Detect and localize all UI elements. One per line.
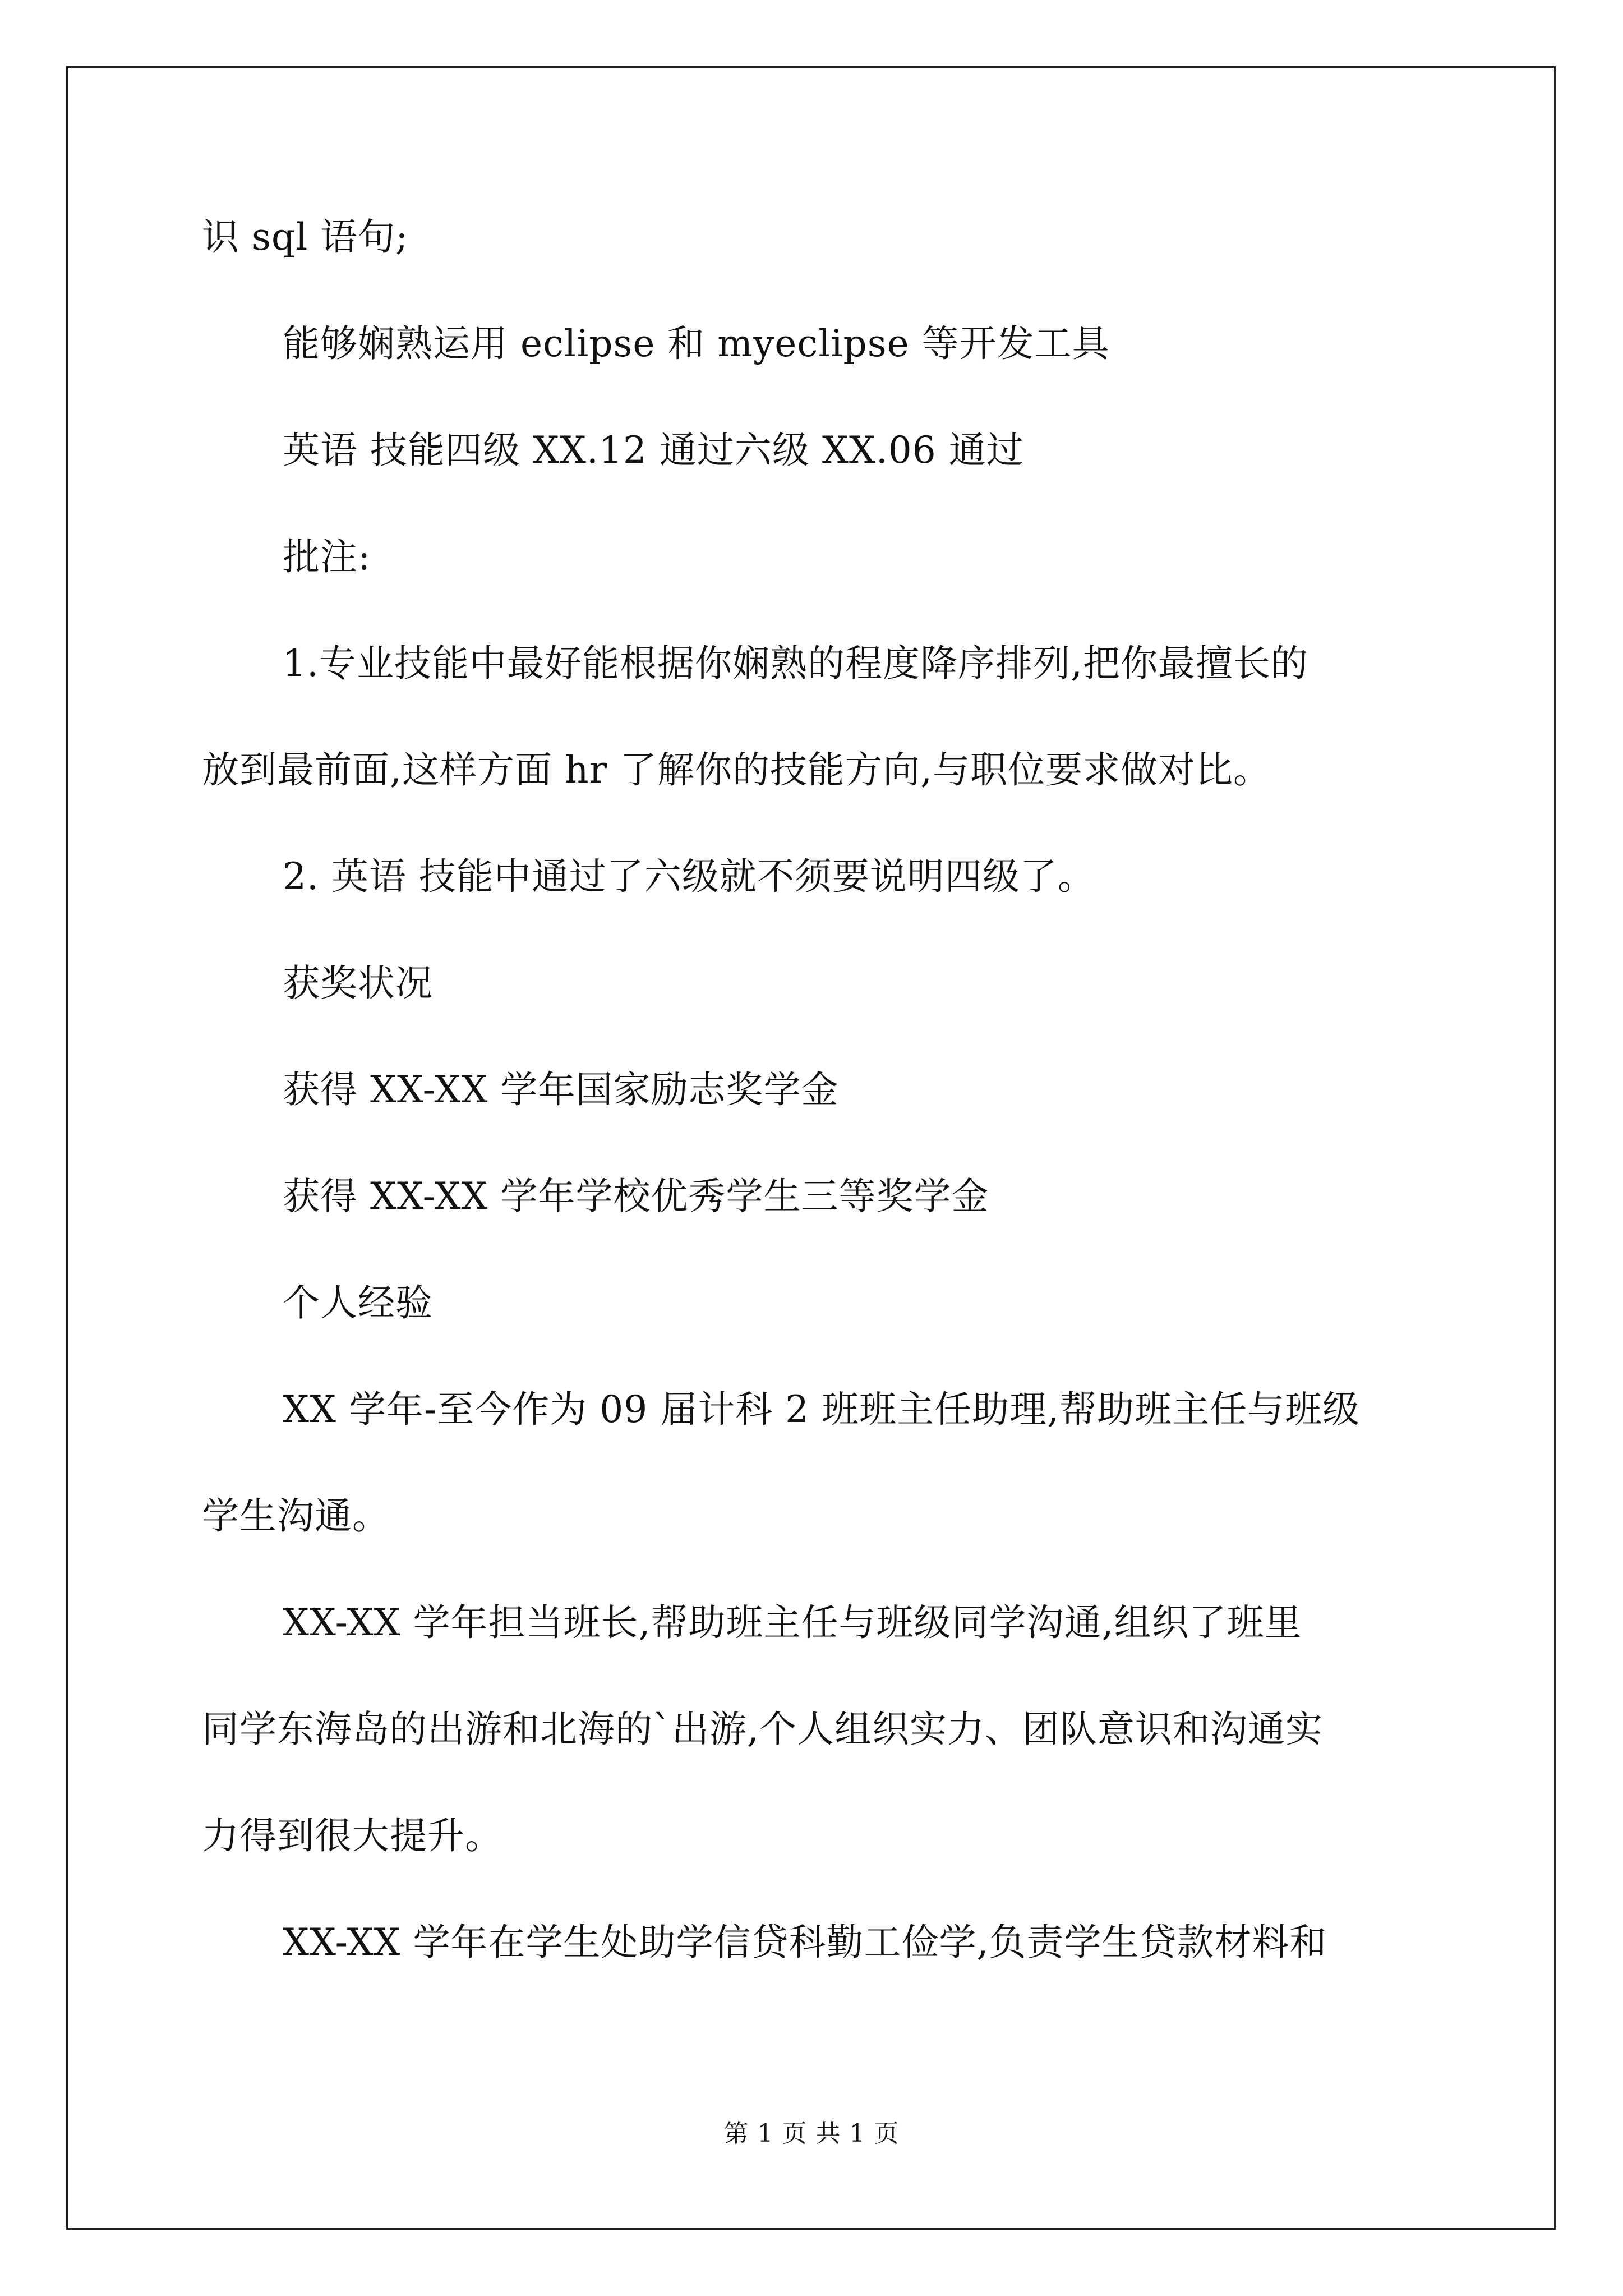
text-line-6: 放到最前面,这样方面 hr 了解你的技能方向,与职位要求做对比。 (202, 748, 1271, 792)
text-line-15: 同学东海岛的出游和北海的`出游,个人组织实力、团队意识和沟通实 (202, 1708, 1323, 1751)
text-line-7: 2. 英语 技能中通过了六级就不须要说明四级了。 (283, 855, 1095, 898)
text-line-12: XX 学年-至今作为 09 届计科 2 班班主任助理,帮助班主任与班级 (283, 1388, 1361, 1431)
text-line-4: 批注: (283, 535, 371, 578)
text-line-9: 获得 XX-XX 学年国家励志奖学金 (283, 1068, 839, 1111)
section-heading-experience: 个人经验 (283, 1281, 433, 1324)
text-line-2: 能够娴熟运用 eclipse 和 myeclipse 等开发工具 (283, 322, 1110, 365)
text-line-17: XX-XX 学年在学生处助学信贷科勤工俭学,负责学生贷款材料和 (283, 1921, 1327, 1964)
text-line-1: 识 sql 语句; (202, 215, 409, 259)
text-line-16: 力得到很大提升。 (202, 1814, 502, 1857)
text-line-14: XX-XX 学年担当班长,帮助班主任与班级同学沟通,组织了班里 (283, 1601, 1302, 1644)
page-footer: 第 1 页 共 1 页 (723, 2119, 900, 2148)
text-line-5: 1.专业技能中最好能根据你娴熟的程度降序排列,把你最擅长的 (283, 642, 1308, 685)
page-border (66, 66, 1556, 2230)
text-line-13: 学生沟通。 (202, 1494, 390, 1538)
section-heading-awards: 获奖状况 (283, 961, 433, 1005)
text-line-10: 获得 XX-XX 学年学校优秀学生三等奖学金 (283, 1175, 989, 1218)
text-line-3: 英语 技能四级 XX.12 通过六级 XX.06 通过 (283, 429, 1024, 472)
